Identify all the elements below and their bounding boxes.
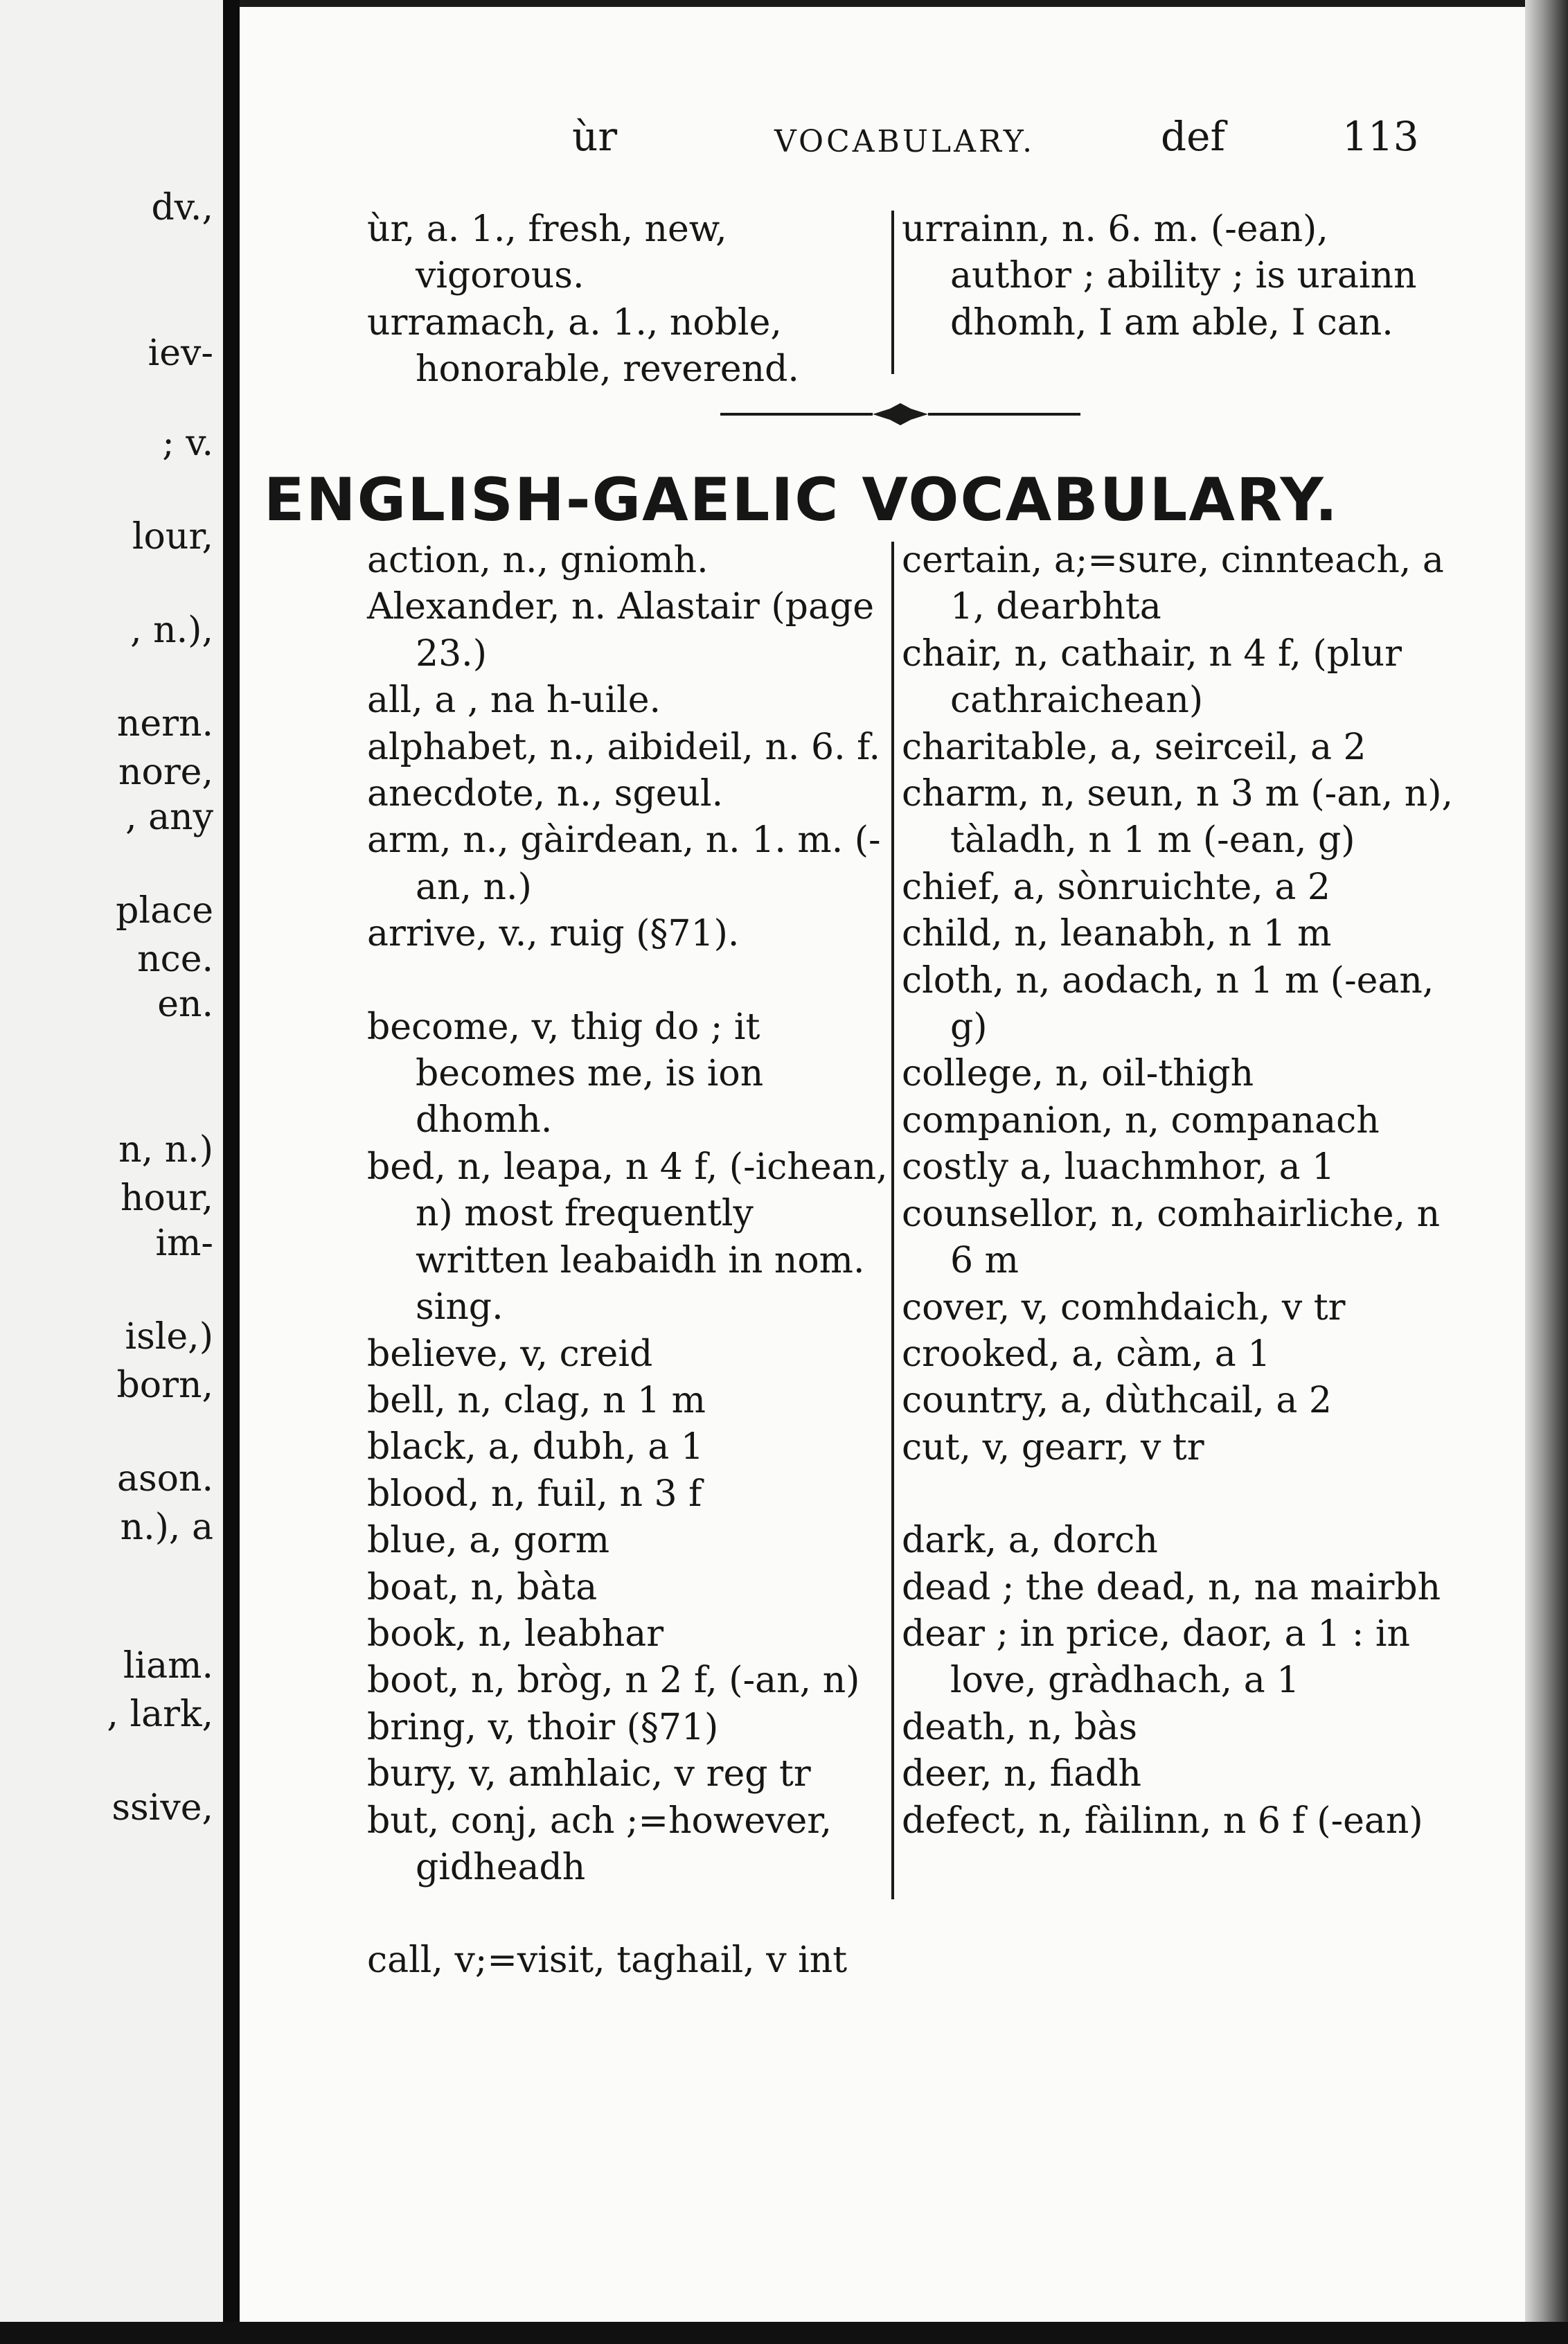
vocab-entry: child, n, leanabh, n 1 m — [902, 913, 1332, 955]
facing-page-fragment: ssive, — [112, 1787, 213, 1829]
vocab-entry: blue, a, gorm — [367, 1520, 610, 1562]
facing-page-fragment: ason. — [116, 1458, 213, 1500]
vocab-entry: ùr, a. 1., fresh, new, vigorous. — [367, 208, 727, 297]
vocab-entry: cut, v, gearr, v tr — [902, 1426, 1204, 1468]
vocab-entry: country, a, dùthcail, a 2 — [902, 1380, 1332, 1422]
vocab-entry: urrainn, n. 6. m. (-ean), author ; ability ; is urainn dhomh, I am able, I can. — [902, 208, 1417, 344]
vocab-entry: urramach, a. 1., noble, honorable, reverend. — [367, 301, 799, 391]
vocab-entry: book, n, leabhar — [367, 1613, 664, 1655]
vocab-entry: blood, n, fuil, n 3 f — [367, 1473, 702, 1515]
vocab-entry: call, v;=visit, taghail, v int — [367, 1939, 848, 1982]
facing-page-fragment: nern. — [116, 703, 213, 745]
vocab-entry: companion, n, companach — [902, 1099, 1380, 1142]
vocab-entry: chief, a, sònruichte, a 2 — [902, 866, 1330, 908]
vocab-entry: chair, n, cathair, n 4 f, (plur cathraichean) — [902, 632, 1402, 722]
facing-page-fragment: n, n.) — [118, 1129, 213, 1171]
gaelic-english-tail-left — [367, 206, 895, 393]
facing-page-fragment: en. — [157, 984, 213, 1025]
vocab-entry: counsellor, n, comhairliche, n 6 m — [902, 1193, 1441, 1282]
vocab-entry: all, a , na h-uile. — [367, 680, 661, 722]
vocab-entry: become, v, thig do ; it becomes me, is ion dhomh. — [367, 1006, 764, 1142]
vocab-entry: dead ; the dead, n, na mairbh — [902, 1566, 1441, 1608]
column-rule — [891, 211, 894, 374]
vocab-entry: bring, v, thoir (§71) — [367, 1706, 719, 1748]
page-edge — [1525, 0, 1568, 2344]
english-gaelic-left-column — [367, 538, 895, 1985]
scan-border-top — [240, 0, 1525, 7]
facing-page-fragment: im- — [155, 1223, 213, 1264]
facing-page-fragment: dv., — [151, 187, 213, 229]
facing-page-fragment: born, — [116, 1365, 213, 1406]
english-gaelic-right-column — [902, 538, 1456, 1845]
vocab-entry: black, a, dubh, a 1 — [367, 1426, 704, 1468]
vocab-entry: college, n, oil-thigh — [902, 1053, 1254, 1095]
vocab-entry: bell, n, clag, n 1 m — [367, 1379, 706, 1421]
facing-page-fragment: lour, — [132, 516, 213, 558]
running-head-title: VOCABULARY. — [774, 124, 1035, 159]
vocab-entry: action, n., gniomh. — [367, 540, 709, 581]
facing-page-fragment: nce. — [137, 939, 213, 980]
facing-page-edge — [0, 0, 223, 2344]
vocab-entry: bed, n, leapa, n 4 f, (-ichean, n) most frequently written leabaidh in nom. sing. — [367, 1146, 888, 1329]
ornament-divider — [720, 400, 1080, 428]
running-head-right: def — [1161, 113, 1225, 160]
vocab-entry: arrive, v., ruig (§71). — [367, 913, 740, 955]
vocab-entry: Alexander, n. Alastair (page 23.) — [367, 586, 875, 675]
vocab-entry: deer, n, fiadh — [902, 1753, 1142, 1795]
book-gutter — [223, 0, 240, 2344]
facing-page-fragment: isle,) — [125, 1316, 213, 1358]
vocab-entry: boat, n, bàta — [367, 1566, 598, 1608]
facing-page-fragment: iev- — [148, 332, 213, 374]
vocab-entry: costly a, luachmhor, a 1 — [902, 1146, 1335, 1189]
vocab-entry: crooked, a, càm, a 1 — [902, 1333, 1271, 1375]
facing-page-fragment: , any — [125, 797, 213, 838]
letter-gap — [367, 958, 895, 1004]
page-number: 113 — [1342, 113, 1419, 160]
vocab-entry: charm, n, seun, n 3 m (-an, n), tàladh, n 1 m (-ean, g) — [902, 773, 1454, 862]
vocab-entry: cloth, n, aodach, n 1 m (-ean, g) — [902, 959, 1434, 1049]
facing-page-fragment: hour, — [121, 1178, 213, 1219]
vocab-entry: but, conj, ach ;=however, gidheadh — [367, 1800, 832, 1888]
facing-page-fragment: n.), a — [120, 1507, 213, 1548]
vocab-entry: death, n, bàs — [902, 1706, 1138, 1748]
section-heading: ENGLISH-GAELIC VOCABULARY. — [263, 465, 1339, 535]
vocab-entry: certain, a;=sure, cinnteach, a 1, dearbhta — [902, 540, 1444, 628]
letter-gap — [367, 1891, 895, 1937]
running-head-left: ùr — [572, 113, 618, 160]
vocab-entry: anecdote, n., sgeul. — [367, 773, 724, 815]
vocab-entry: bury, v, amhlaic, v reg tr — [367, 1753, 811, 1795]
facing-page-fragment: place — [116, 890, 213, 932]
vocab-entry: arm, n., gàirdean, n. 1. m. (-an, n.) — [367, 819, 881, 908]
column-rule — [891, 542, 894, 1899]
vocab-entry: charitable, a, seirceil, a 2 — [902, 726, 1366, 768]
scan-border-bottom — [0, 2322, 1568, 2344]
vocab-entry: dark, a, dorch — [902, 1520, 1158, 1562]
gaelic-english-tail-right — [902, 206, 1428, 346]
vocab-entry: cover, v, comhdaich, v tr — [902, 1286, 1346, 1329]
vocab-entry: defect, n, fàilinn, n 6 f (-ean) — [902, 1800, 1423, 1842]
vocab-entry: boot, n, bròg, n 2 f, (-an, n) — [367, 1660, 860, 1702]
facing-page-fragment: liam. — [123, 1645, 213, 1687]
facing-page-fragment: ; v. — [162, 423, 213, 464]
vocab-entry: dear ; in price, daor, a 1 : in love, gràdhach, a 1 — [902, 1613, 1410, 1702]
facing-page-fragment: , n.), — [130, 610, 213, 651]
letter-gap — [902, 1471, 1456, 1518]
vocab-entry: alphabet, n., aibideil, n. 6. f. — [367, 726, 881, 768]
facing-page-fragment: , lark, — [107, 1694, 213, 1735]
vocab-entry: believe, v, creid — [367, 1333, 653, 1375]
facing-page-fragment: nore, — [118, 752, 213, 793]
